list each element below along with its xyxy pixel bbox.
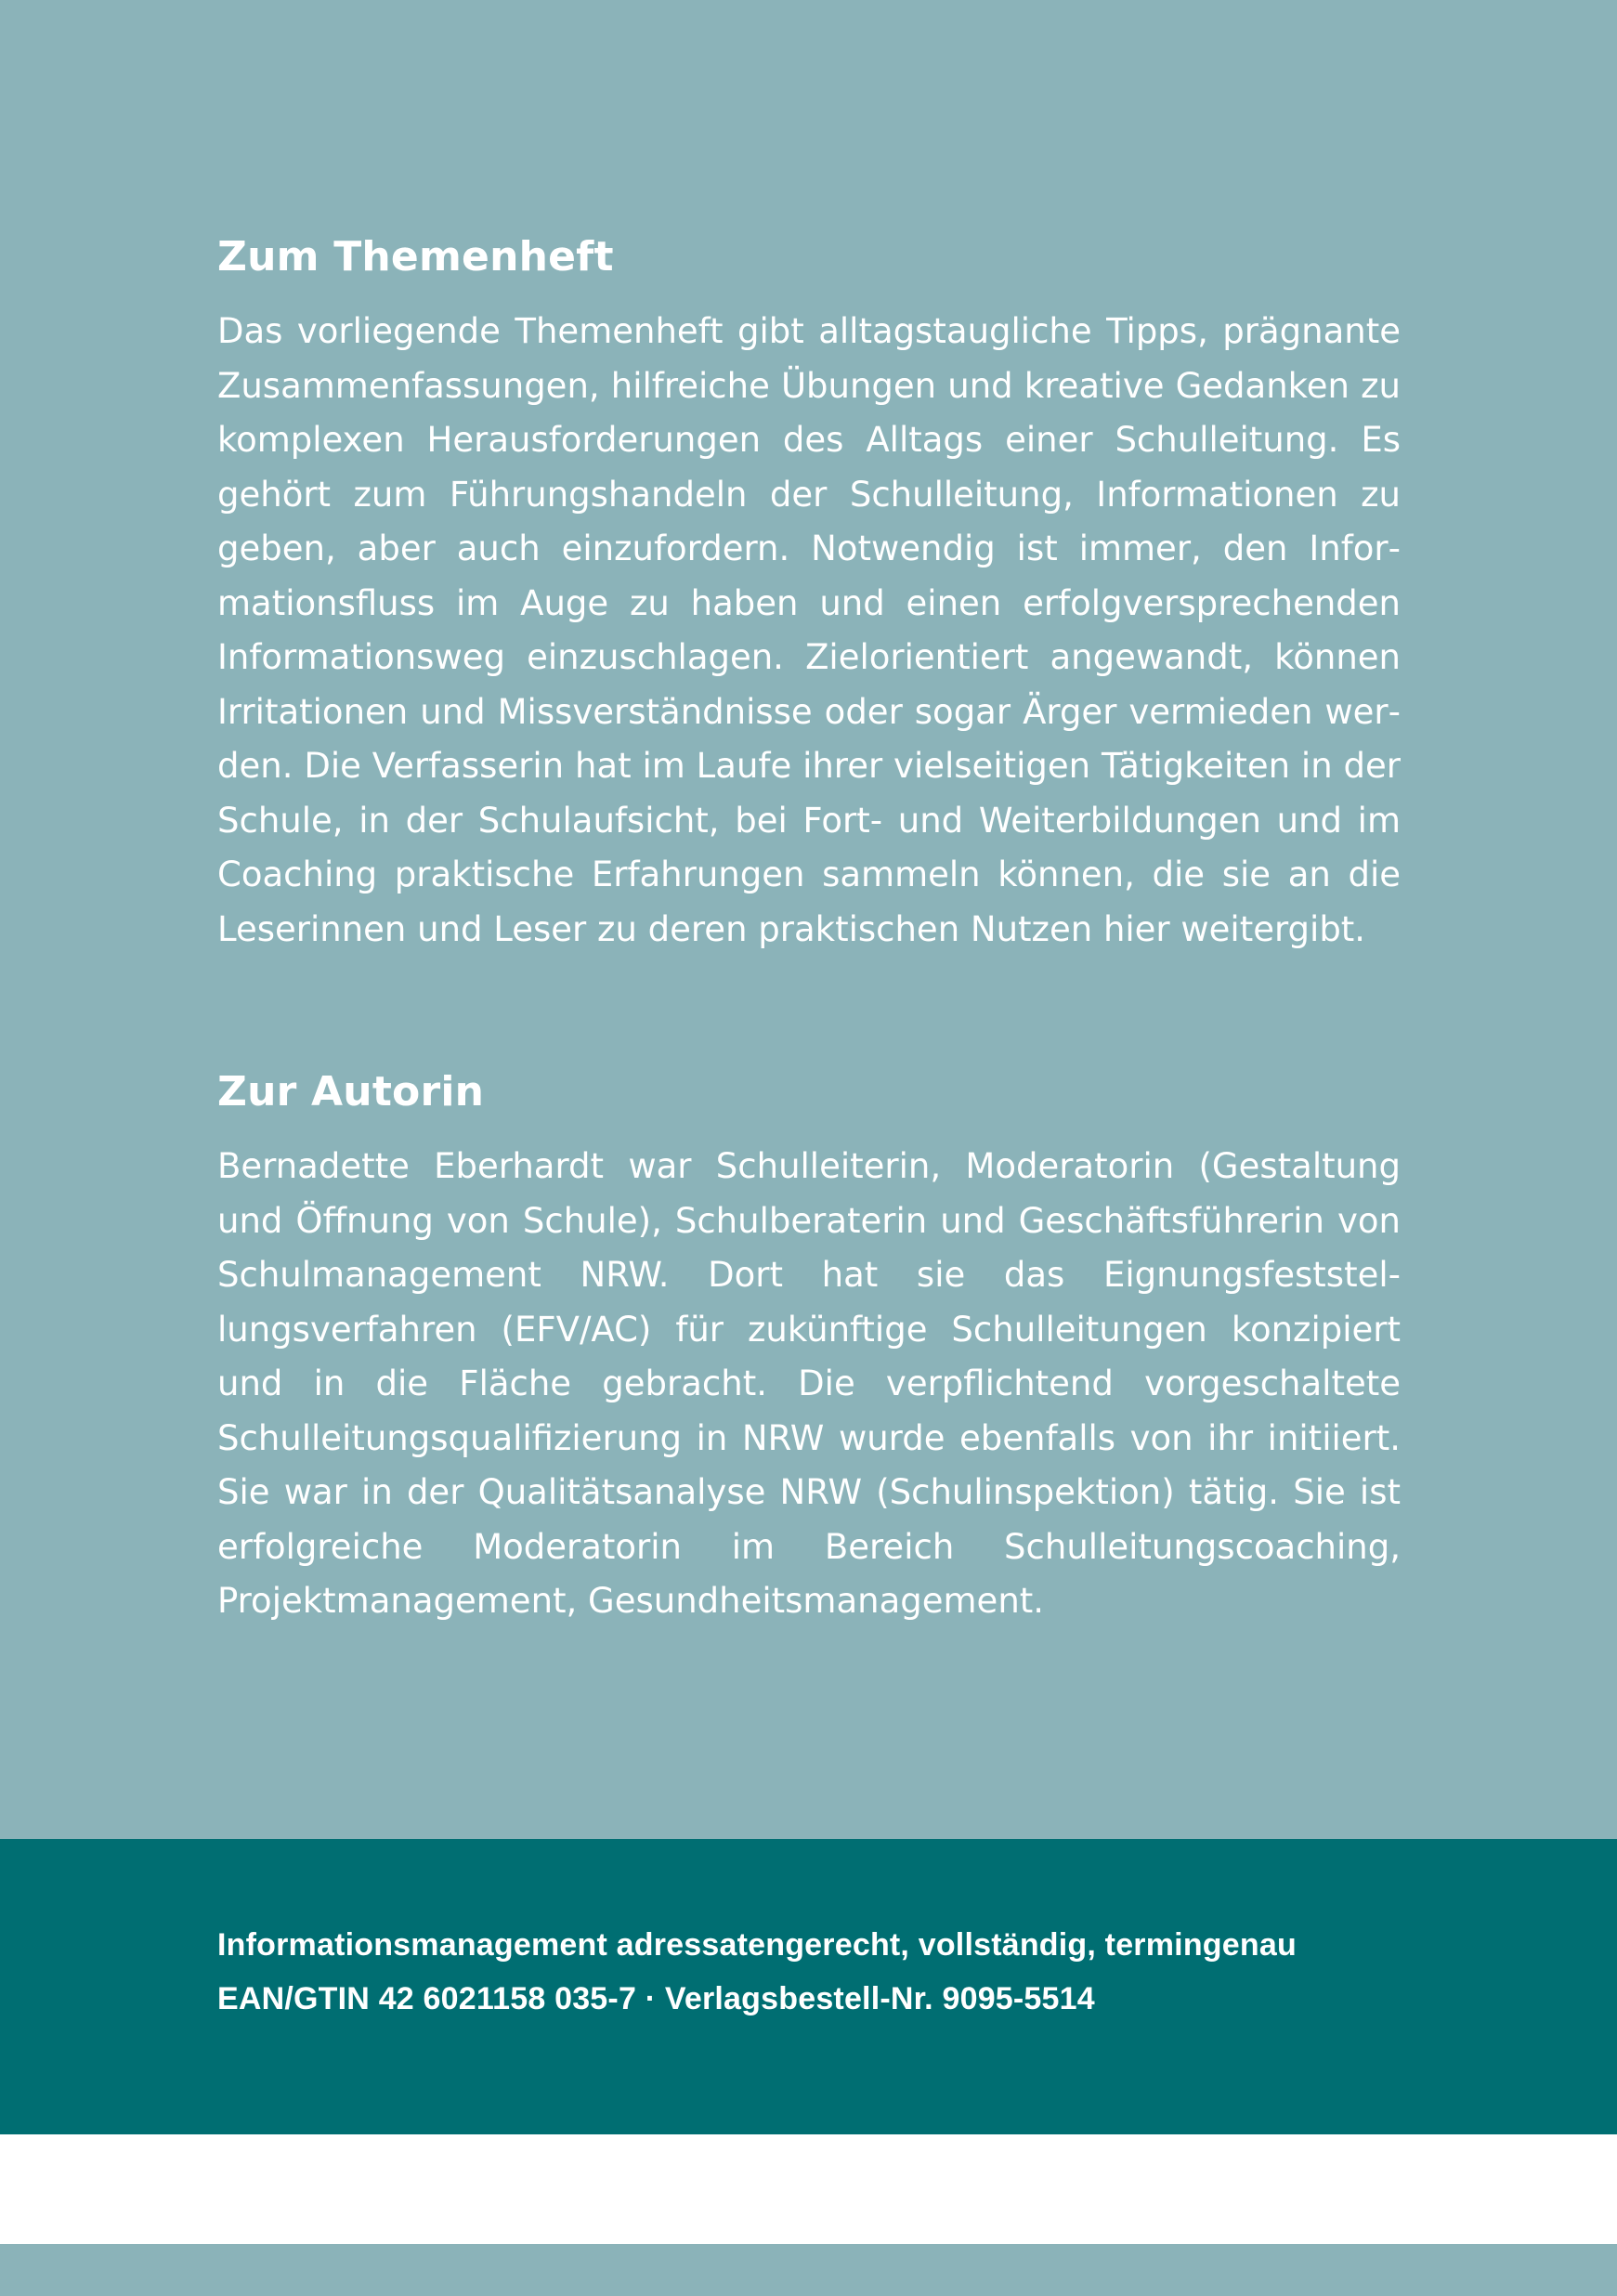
- autorin-heading: Zur Autorin: [217, 1068, 485, 1115]
- footer-title: Informationsmanagement adressatengerecht, vollständig, termingenau: [217, 1927, 1297, 1963]
- autorin-body: Bernadette Eberhardt war Schulleiterin, Moderatorin (Gestaltung und Öffnung von Schule), Schulberaterin und Geschäftsführerin von Schulmanagement NRW. Dort hat sie das Eignungsfeststellungsverfahren (EFV/AC) für zukünftige Schulleitungen konzipiert und in die Fläche gebracht. Die verpflichtend vorgeschaltete Schulleitungsqualifizierung in NRW wurde ebenfalls von ihr initiiert. Sie war in der Qualitätsanalyse NRW (Schulinspektion) tätig. Sie ist erfolgreiche Moderatorin im Bereich Schulleitungscoaching, Projektmanagement, Gesundheitsmanagement.: [217, 1146, 1401, 1621]
- footer-text: [217, 1918, 1297, 2026]
- bottom-strip: [0, 2244, 1617, 2296]
- footer-band: [0, 1839, 1617, 2134]
- themenheft-heading: Zum Themenheft: [217, 233, 614, 280]
- autorin-section: [217, 1062, 1401, 1629]
- white-strip: [0, 2134, 1617, 2244]
- footer-codes: EAN/GTIN 42 6021158 035-7 · Verlagsbestell-Nr. 9095-5514: [217, 1981, 1095, 2016]
- themenheft-section: [217, 227, 1401, 957]
- themenheft-body: Das vorliegende Themenheft gibt alltagstaugliche Tipps, prägnante Zusammenfassungen, hilfreiche Übungen und kreative Gedanken zu komplexen Herausforderungen des Alltags einer Schulleitung. Es gehört zum Führungshandeln der Schulleitung, Informationen zu geben, aber auch einzufordern. Notwendig ist immer, den Informationsfluss im Auge zu haben und einen erfolgversprechenden Informationsweg einzuschlagen. Zielorientiert angewandt, können Irritationen und Missverständnisse oder sogar Ärger vermieden werden. Die Verfasserin hat im Laufe ihrer vielseitigen Tätigkeiten in der Schule, in der Schulaufsicht, bei Fort- und Weiterbildungen und im Coaching praktische Erfahrungen sammeln können, die sie an die Leserinnen und Leser zu deren praktischen Nutzen hier weitergibt.: [217, 311, 1401, 949]
